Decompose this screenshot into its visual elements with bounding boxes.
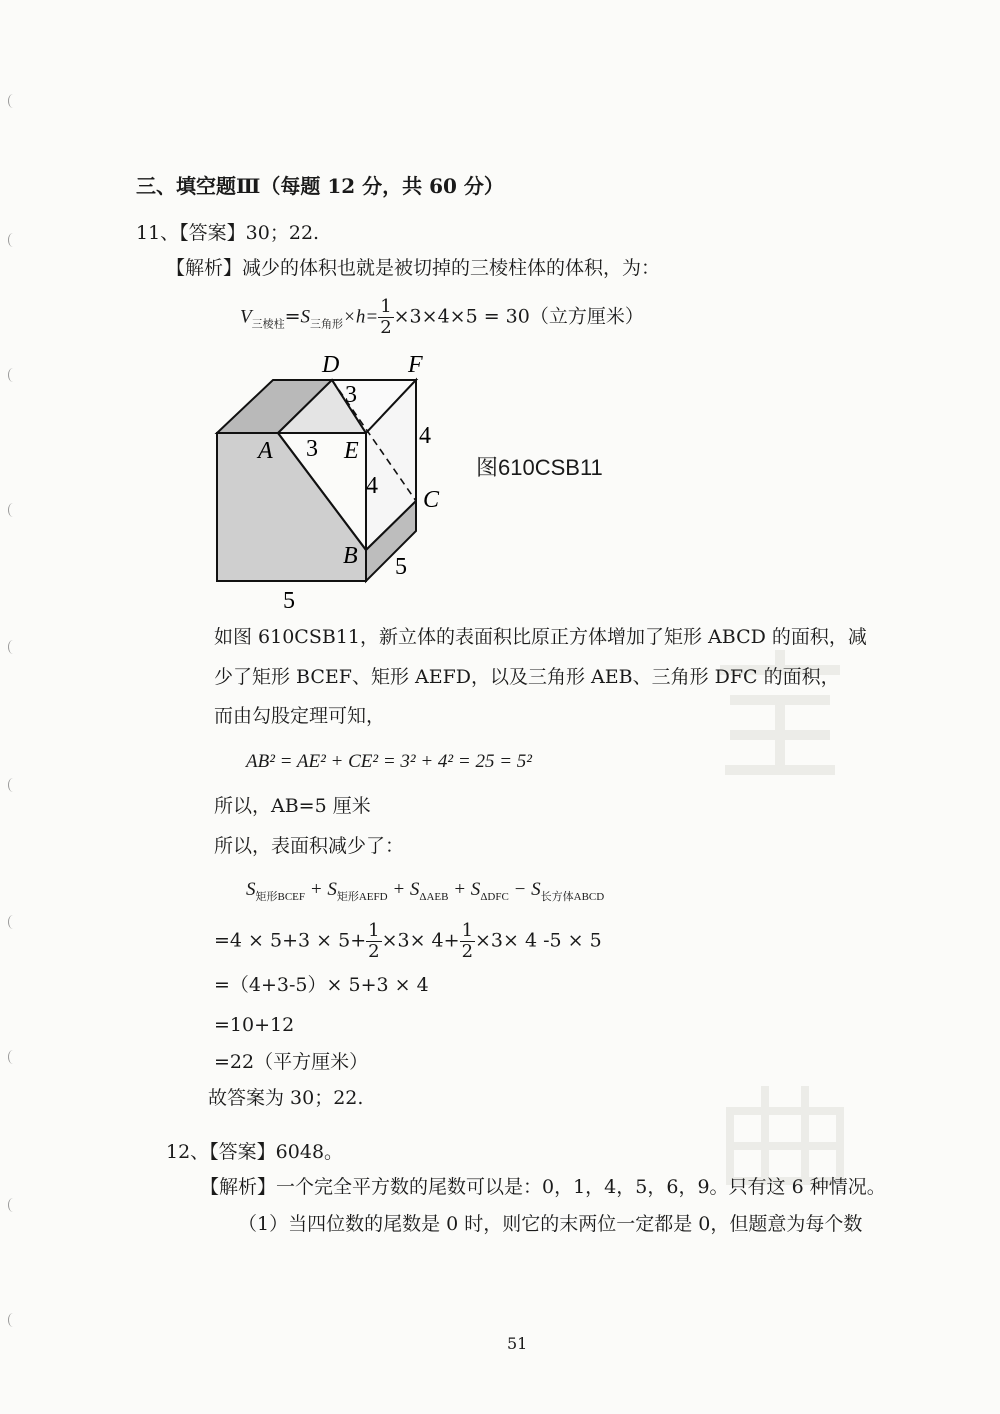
times-height: ×h= — [343, 306, 379, 328]
calc1-frac1-num: 1 — [368, 920, 380, 941]
binding-hole — [8, 1050, 18, 1064]
q12-answer: 12、【答案】6048。 — [166, 1141, 344, 1163]
watermark-shape — [700, 640, 860, 804]
q11-para-line1: 如图 610CSB11，新立体的表面积比原正方体增加了矩形 ABCD 的面积，减 — [214, 626, 867, 648]
edge-label-bottom: 5 — [283, 588, 295, 614]
sum-term-5: − S — [513, 879, 541, 900]
calc1-frac1-den: 2 — [368, 941, 380, 962]
sum-term-3: + S — [392, 879, 420, 900]
calc1-frac2-den: 2 — [461, 941, 474, 962]
label-c: C — [423, 487, 440, 513]
q11-para-line3: 而由勾股定理可知， — [214, 705, 386, 727]
calc-line-1 — [214, 922, 602, 961]
q11-answer: 11、【答案】30；22. — [136, 222, 320, 244]
edge-label-eb: 4 — [366, 473, 378, 499]
label-a: A — [258, 438, 273, 464]
edge-label-ae: 3 — [306, 436, 318, 462]
calc1-part-c: ×3× 4 -5 × 5 — [475, 929, 602, 952]
label-b: B — [343, 543, 358, 569]
binding-hole — [8, 1198, 18, 1212]
sum-term-2-sub: 矩形AEFD — [336, 891, 388, 903]
binding-hole — [8, 503, 18, 517]
page-number: 51 — [507, 1334, 528, 1353]
binding-hole — [8, 778, 18, 792]
q11-para-line2: 少了矩形 BCEF、矩形 AEFD，以及三角形 AEB、三角形 DFC 的面积， — [214, 666, 840, 688]
label-e: E — [344, 438, 359, 464]
q11-so-ab: 所以，AB=5 厘米 — [214, 795, 371, 817]
figure-caption: 图610CSB11 — [476, 455, 603, 480]
sum-term-4-sub: ΔDFC — [480, 891, 509, 903]
sum-term-1-sub: 矩形BCEF — [255, 891, 306, 903]
q11-conclusion: 故答案为 30；22. — [208, 1087, 364, 1109]
calc-line-4: =22（平方厘米） — [214, 1051, 369, 1073]
sum-term-2: + S — [309, 879, 337, 900]
area-subscript: 三角形 — [310, 317, 344, 331]
sum-term-5-sub: 长方体ABCD — [540, 891, 605, 903]
volume-subscript: 三棱柱 — [251, 317, 285, 331]
binding-hole — [8, 640, 18, 654]
binding-hole — [8, 233, 18, 247]
cube-figure — [200, 345, 480, 615]
volume-calc-rest: ×3×4×5 = 30（立方厘米） — [393, 305, 644, 328]
calc1-fraction-1 — [366, 922, 381, 961]
area-symbol: S — [300, 306, 311, 328]
q12-case1: （1）当四位数的尾数是 0 时，则它的末两位一定都是 0，但题意为每个数 — [238, 1213, 863, 1235]
volume-symbol: V — [240, 306, 252, 328]
calc1-part-a: =4 × 5+3 × 5+ — [214, 929, 367, 952]
calc1-part-b: ×3× 4+ — [381, 929, 460, 952]
area-sum-formula — [246, 880, 604, 903]
sum-term-1: S — [246, 879, 256, 900]
pythagoras-equation: AB² = AE² + CE² = 3² + 4² = 25 = 5² — [246, 751, 532, 772]
q11-analysis-intro: 【解析】减少的体积也就是被切掉的三棱柱体的体积，为： — [166, 257, 661, 279]
sum-term-3-sub: ΔAEB — [419, 891, 449, 903]
calc-line-2: =（4+3-5）× 5+3 × 4 — [214, 974, 429, 996]
edge-label-fc: 4 — [419, 423, 431, 449]
edge-label-bottom-right: 5 — [395, 554, 407, 580]
q12-analysis: 【解析】一个完全平方数的尾数可以是：0，1，4，5，6，9。只有这 6 种情况。 — [200, 1176, 886, 1198]
q11-so-area: 所以，表面积减少了： — [214, 835, 405, 857]
section-title: 三、填空题Ⅲ（每题 12 分，共 60 分） — [136, 174, 504, 198]
binding-hole — [8, 94, 18, 108]
fraction-denominator: 2 — [380, 317, 392, 338]
binding-holes — [8, 0, 28, 1414]
sum-term-4: + S — [453, 879, 481, 900]
calc1-frac2-num: 1 — [461, 920, 474, 941]
edge-label-de: 3 — [345, 382, 357, 408]
volume-formula — [240, 298, 644, 337]
formula-equals: = — [284, 305, 301, 328]
label-d: D — [322, 352, 340, 378]
binding-hole — [8, 1313, 18, 1327]
fraction-numerator: 1 — [380, 296, 392, 317]
label-f: F — [408, 352, 423, 378]
calc-line-3: =10+12 — [214, 1014, 295, 1036]
binding-hole — [8, 368, 18, 382]
one-half-fraction — [378, 298, 393, 337]
binding-hole — [8, 915, 18, 929]
calc1-fraction-2 — [460, 922, 475, 961]
